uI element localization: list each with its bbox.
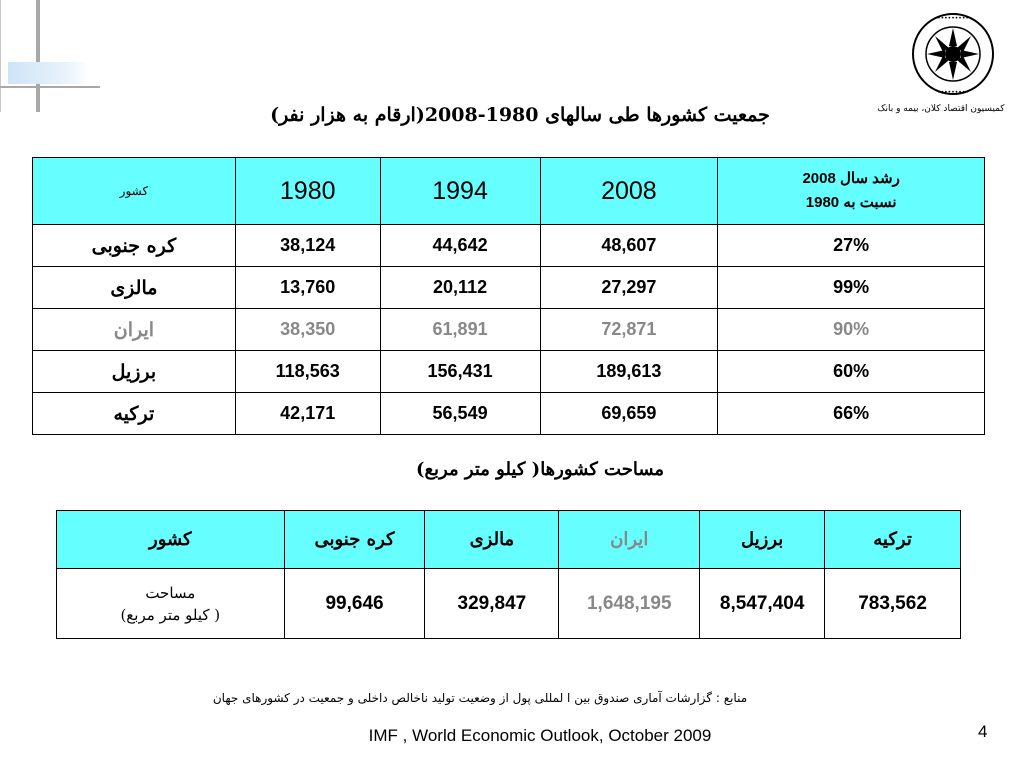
decorative-band — [8, 62, 90, 84]
area-table — [56, 510, 961, 639]
row-1994: 44,642 — [380, 225, 540, 267]
row-1994: 61,891 — [380, 309, 540, 351]
table-header-row — [33, 158, 985, 225]
header-1994: 1994 — [380, 158, 540, 225]
population-table — [32, 157, 985, 435]
row-1994: 20,112 — [380, 267, 540, 309]
header-growth-line1: رشد سال 2008 — [802, 170, 900, 187]
header-brazil: برزیل — [700, 511, 825, 569]
area-brazil: 8,547,404 — [700, 569, 825, 639]
area-turkey: 783,562 — [825, 569, 961, 639]
svg-text:•••••••••: ••••••••• — [937, 15, 969, 22]
row-country: برزیل — [33, 351, 236, 393]
logo-caption: کمیسیون اقتصاد کلان، بیمه و بانک — [877, 104, 1005, 114]
row-2008: 72,871 — [540, 309, 718, 351]
page-title: جمعیت کشورها طی سالهای 1980-2008(ارقام به هزار نفر) — [270, 104, 770, 126]
header-malaysia: مالزی — [425, 511, 559, 569]
decorative-line — [0, 86, 100, 88]
area-row-label-line2: ( کیلو متر مربع) — [120, 605, 221, 624]
row-country: ایران — [33, 309, 236, 351]
row-country: ترکیه — [33, 393, 236, 435]
header-korea: کره جنوبی — [284, 511, 425, 569]
row-growth: 60% — [718, 351, 985, 393]
table-row — [33, 225, 985, 267]
header-growth — [718, 158, 985, 225]
header-2008: 2008 — [540, 158, 718, 225]
row-growth: 27% — [718, 225, 985, 267]
row-1980: 118,563 — [235, 351, 380, 393]
row-growth: 99% — [718, 267, 985, 309]
area-row-label-line1: مساحت — [145, 583, 196, 602]
chamber-logo-icon — [897, 8, 1021, 100]
sources-note: منابع : گزارشات آماری صندوق بین ا لمللی پول از وضعیت تولید ناخالص داخلی و جمعیت در کشورهای جهان — [212, 691, 748, 705]
table-header-row — [57, 511, 961, 569]
header-growth-line2: نسبت به 1980 — [805, 194, 897, 211]
table-row — [33, 309, 985, 351]
row-country: کره جنوبی — [33, 225, 236, 267]
row-2008: 189,613 — [540, 351, 718, 393]
table-row — [33, 393, 985, 435]
svg-text:•••••••••: ••••••••• — [937, 89, 969, 96]
row-country: مالزی — [33, 267, 236, 309]
area-malaysia: 329,847 — [425, 569, 559, 639]
area-title: مساحت کشورها( کیلو متر مربع) — [415, 459, 665, 480]
row-1980: 13,760 — [235, 267, 380, 309]
page-number: 4 — [978, 722, 988, 741]
header-iran: ایران — [559, 511, 700, 569]
row-2008: 48,607 — [540, 225, 718, 267]
row-1994: 56,549 — [380, 393, 540, 435]
area-row-label — [57, 569, 285, 639]
row-1980: 38,124 — [235, 225, 380, 267]
row-growth: 66% — [718, 393, 985, 435]
row-1980: 38,350 — [235, 309, 380, 351]
header-country: کشور — [33, 158, 236, 225]
row-2008: 69,659 — [540, 393, 718, 435]
header-country: کشور — [57, 511, 285, 569]
header-1980: 1980 — [235, 158, 380, 225]
header-turkey: ترکیه — [825, 511, 961, 569]
row-2008: 27,297 — [540, 267, 718, 309]
row-1980: 42,171 — [235, 393, 380, 435]
row-1994: 156,431 — [380, 351, 540, 393]
table-row — [33, 267, 985, 309]
decorative-line — [0, 0, 1, 112]
table-row — [57, 569, 961, 639]
area-iran: 1,648,195 — [559, 569, 700, 639]
table-row — [33, 351, 985, 393]
area-korea: 99,646 — [284, 569, 425, 639]
footer-citation: IMF , World Economic Outlook, October 2009 — [368, 726, 712, 745]
decorative-line — [36, 0, 40, 112]
row-growth: 90% — [718, 309, 985, 351]
